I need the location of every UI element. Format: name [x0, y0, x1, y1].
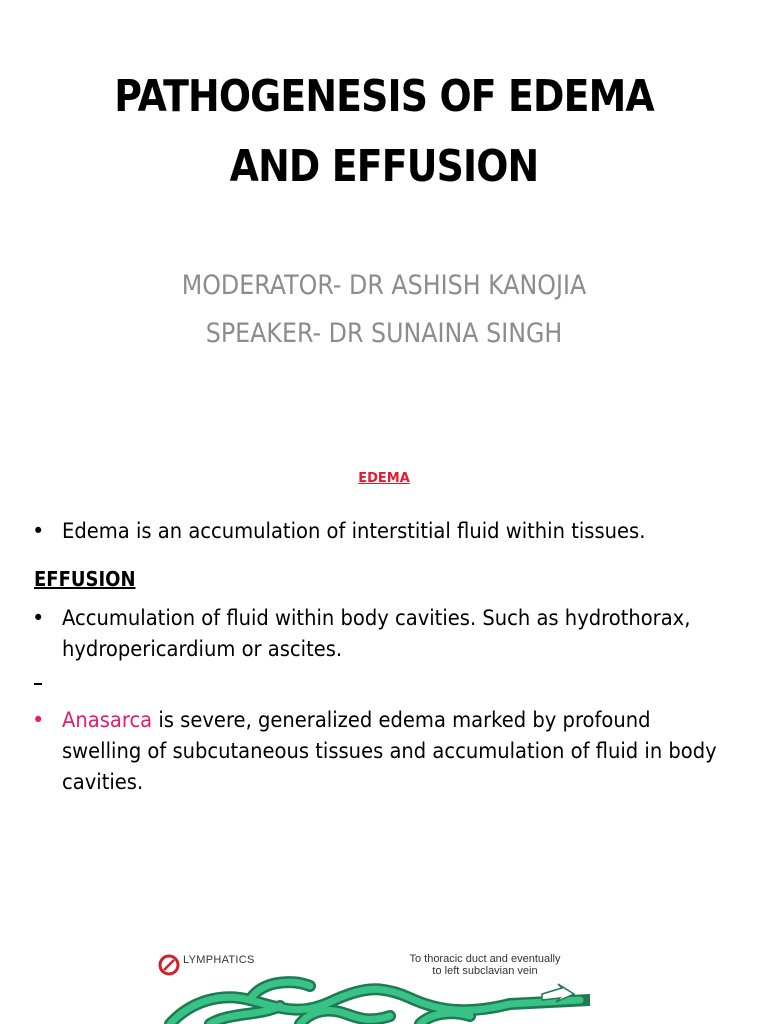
caption-line-2: to left subclavian vein — [432, 965, 538, 977]
lymphatics-label: LYMPHATICS — [183, 954, 255, 966]
anasarca-bullet-text — [62, 705, 732, 798]
separator-dash — [34, 683, 42, 685]
bullet-dot: • — [32, 606, 45, 630]
title-line-2: AND EFFUSION — [229, 141, 539, 192]
anasarca-term: Anasarca — [62, 708, 153, 732]
effusion-bullet — [32, 603, 737, 665]
lymphatics-marker-icon — [158, 954, 180, 976]
edema-bullet-text: Edema is an accumulation of interstitial fluid within tissues. — [62, 519, 646, 543]
slide-title — [54, 62, 714, 202]
edema-bullet — [32, 516, 737, 547]
thoracic-duct-caption — [390, 953, 580, 977]
effusion-bullet-text: Accumulation of fluid within body cavities. Such as hydrothorax, hydropericardium or ascites. — [62, 606, 691, 661]
title-line-1: PATHOGENESIS OF EDEMA — [114, 71, 654, 122]
anasarca-definition: is severe, generalized edema marked by profound swelling of subcutaneous tissues and accumulation of fluid in body cavities. — [62, 708, 717, 794]
bullet-dot: • — [32, 708, 45, 732]
caption-line-1: To thoracic duct and eventually — [409, 953, 561, 965]
bullet-dot: • — [32, 519, 45, 543]
effusion-heading: EFFUSION — [34, 567, 136, 591]
lymphatics-figure — [150, 942, 590, 1024]
anasarca-bullet — [32, 705, 737, 798]
moderator-line: MODERATOR- DR ASHISH KANOJIA — [181, 270, 587, 301]
speaker-line: SPEAKER- DR SUNAINA SINGH — [205, 318, 563, 349]
edema-heading: EDEMA — [358, 471, 410, 486]
